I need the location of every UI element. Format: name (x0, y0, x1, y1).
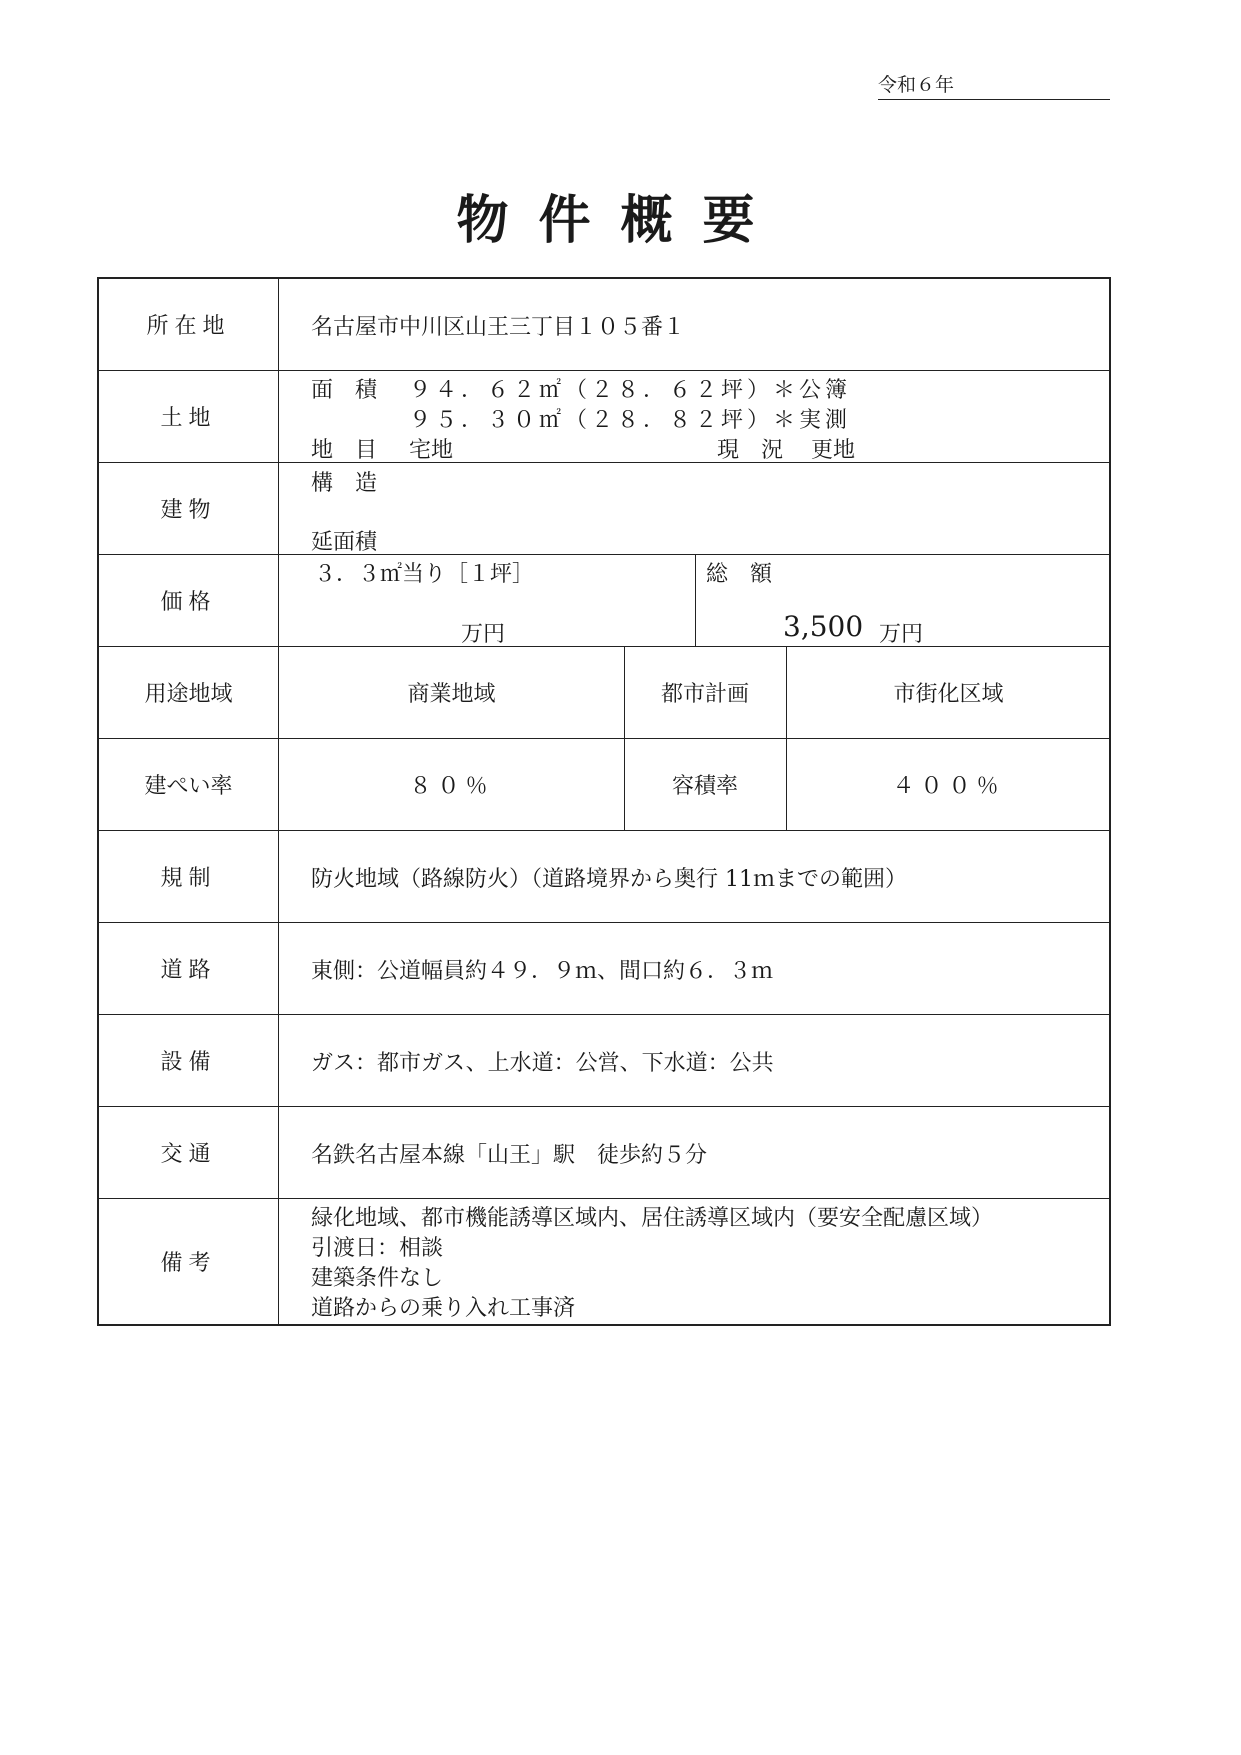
coverage-value: ８０％ (409, 774, 494, 799)
regulation-value: 防火地域（路線防火）（道路境界から奥行 11ｍまでの範囲） (311, 867, 907, 892)
location-value: 名古屋市中川区山王三丁目１０５番１ (311, 315, 686, 340)
building-floor-area-label: 延面積 (311, 530, 378, 555)
label-road: 道路 (99, 923, 279, 1014)
land-area-registered: ９４．６２㎡（２８．６２坪）＊公簿 (409, 378, 852, 403)
total-price-label: 総 額 (706, 562, 773, 587)
label-price: 価格 (99, 555, 279, 646)
row-facilities (99, 1015, 1109, 1107)
row-regulation (99, 831, 1109, 923)
far-label: 容積率 (671, 774, 738, 799)
city-plan-label: 都市計画 (660, 682, 749, 707)
row-transport (99, 1107, 1109, 1199)
row-land (99, 371, 1109, 463)
land-status-label: 現 況 (717, 438, 784, 463)
remarks-line: 引渡日：相談 (311, 1236, 444, 1261)
row-price (99, 555, 1109, 647)
road-value: 東側：公道幅員約４９．９ｍ、間口約６．３ｍ (311, 959, 774, 984)
label-remarks: 備考 (99, 1199, 279, 1324)
document-date: 令和６年 (878, 70, 1110, 100)
row-remarks (99, 1199, 1109, 1324)
label-building: 建物 (99, 463, 279, 554)
price-divider (695, 555, 696, 646)
page-title: 物件概要 (456, 190, 785, 251)
label-zoning: 用途地域 (99, 647, 279, 738)
row-zoning (99, 647, 1109, 739)
label-land: 土地 (99, 371, 279, 462)
zoning-value: 商業地域 (407, 682, 496, 707)
total-price-unit: 万円 (879, 622, 924, 647)
label-coverage: 建ぺい率 (99, 739, 279, 830)
total-price-value: 3,500 (783, 610, 864, 643)
facilities-value: ガス：都市ガス、上水道：公営、下水道：公共 (311, 1051, 774, 1076)
land-area-label: 面 積 (311, 378, 378, 403)
far-value: ４００％ (892, 774, 1005, 799)
building-structure-label: 構 造 (311, 471, 378, 496)
land-status: 更地 (811, 438, 856, 463)
row-coverage (99, 739, 1109, 831)
unit-price-unit: 万円 (461, 622, 506, 647)
row-building (99, 463, 1109, 555)
row-road (99, 923, 1109, 1015)
unit-price-label: ３．３㎡当り［１坪］ (314, 562, 535, 587)
label-regulation: 規制 (99, 831, 279, 922)
label-location: 所在地 (99, 279, 279, 370)
city-plan-value: 市街化区域 (893, 682, 1004, 707)
land-area-surveyed: ９５．３０㎡（２８．８２坪）＊実測 (409, 408, 852, 433)
label-transport: 交通 (99, 1107, 279, 1198)
label-facilities: 設備 (99, 1015, 279, 1106)
land-category-label: 地 目 (311, 438, 378, 463)
property-summary-table (97, 277, 1111, 1326)
remarks-line: 建築条件なし (311, 1266, 444, 1291)
remarks-line: 緑化地域、都市機能誘導区域内、居住誘導区域内（要安全配慮区域） (311, 1206, 994, 1231)
remarks-line: 道路からの乗り入れ工事済 (311, 1296, 576, 1321)
transport-value: 名鉄名古屋本線「山王」駅 徒歩約５分 (311, 1143, 708, 1168)
row-location (99, 279, 1109, 371)
land-category: 宅地 (409, 438, 454, 463)
